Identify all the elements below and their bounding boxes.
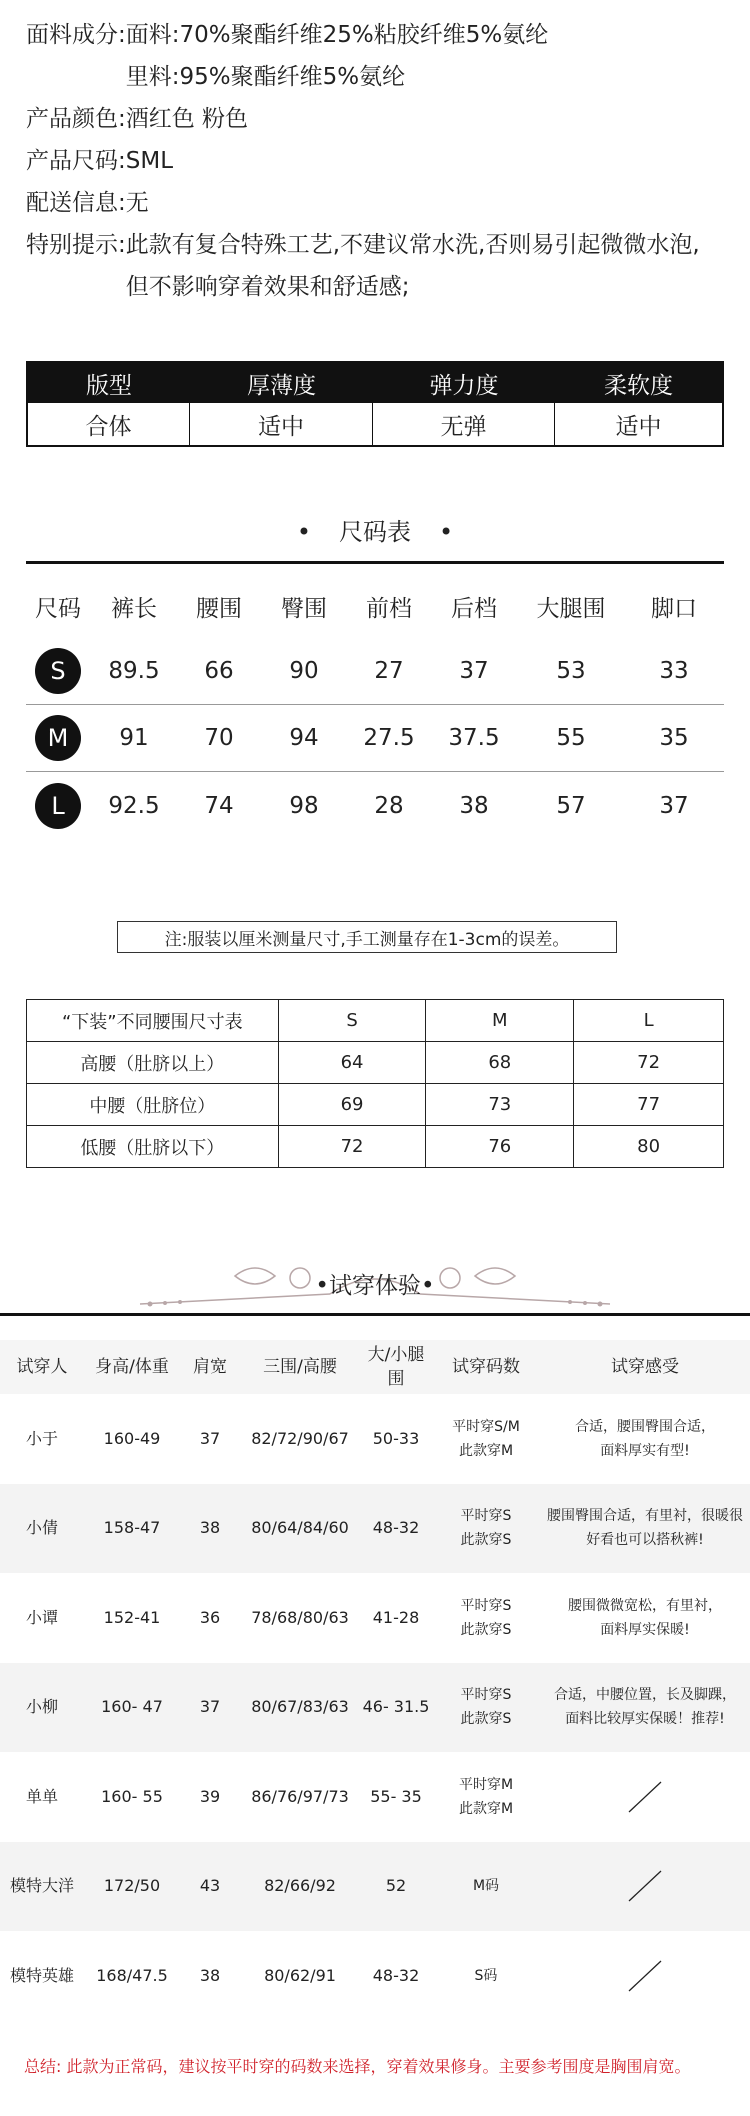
trial-leg: 48-32 [372,1965,420,1985]
tip-row-2 [26,266,736,308]
property-header: 柔软度 [604,372,673,399]
property-value-row [28,403,722,445]
trial-shoulder: 39 [199,1786,221,1806]
summary-text: 总结: 此款为正常码，建议按平时穿的码数来选择，穿着效果修身。主要参考围度是胸围肩宽。 [24,2057,691,2076]
property-header: 版型 [86,372,132,399]
size-chart-value: 53 [556,658,586,684]
trial-size-this: 此款穿M [458,1442,514,1459]
color-label: 产品颜色: [26,106,126,132]
waist-cell: 64 [278,1042,426,1084]
trial-table [0,1340,750,2021]
trial-feel-line: 合适，腰围臀围合适， [575,1418,715,1435]
size-chart-title-text: 尺码表 [339,518,411,546]
trial-feel-line: 腰围微微宽松，有里衬， [568,1597,722,1614]
trial-height-weight: 160-49 [103,1428,161,1448]
size-chart-header: 后档 [451,595,497,622]
size-chart-value: 94 [289,725,319,751]
fabric-outer: 面料:70%聚酯纤维25%粘胶纤维5%氨纶 [125,22,549,48]
trial-height-weight: 172/50 [103,1876,161,1896]
property-value: 无弹 [373,403,555,445]
trial-name: 小谭 [25,1607,58,1627]
trial-size-usual: 平时穿S [460,1597,512,1614]
trial-leg: 52 [385,1876,407,1896]
tip-line1: 此款有复合特殊工艺,不建议常水洗,否则易引起微微水泡, [125,232,700,258]
waist-cell: 中腰（肚脐位） [27,1084,279,1126]
trial-size-this: 此款穿S [460,1711,512,1728]
trial-size-usual: 平时穿S/M [452,1418,520,1435]
trial-shoulder: 37 [199,1428,221,1448]
trial-row [0,1484,750,1574]
trial-name: 小倩 [25,1518,58,1538]
trial-shoulder: 43 [199,1876,221,1896]
trial-height-weight: 160- 55 [101,1786,163,1806]
size-badge: L [35,783,81,829]
property-header: 弹力度 [429,372,499,399]
size-row [26,140,736,182]
trial-leg: 55- 35 [370,1786,422,1806]
trial-feel [540,1594,750,1642]
trial-header: 大/小腿围 [367,1345,425,1389]
trial-header-row [0,1340,750,1394]
trial-size [432,1773,540,1821]
waist-cell: 68 [426,1042,574,1084]
size-chart-value: 90 [289,658,319,684]
trial-header: 试穿人 [16,1357,68,1377]
trial-leg: 46- 31.5 [362,1697,430,1717]
trial-header: 试穿码数 [452,1357,520,1377]
divider [0,1313,750,1316]
property-header: 厚薄度 [247,372,316,399]
size-chart-value: 92.5 [108,792,160,819]
waist-cell: 80 [574,1126,724,1168]
size-chart-header: 臀围 [281,595,327,622]
empty-slash-icon [625,1779,665,1815]
empty-slash-icon [625,1868,665,1904]
trial-height-weight: 158-47 [103,1518,161,1538]
trial-measurements: 78/68/80/63 [251,1607,349,1627]
size-chart-title [0,512,750,547]
trial-feel [540,1958,750,1994]
trial-size [432,1683,540,1731]
trial-size [432,1874,540,1898]
size-chart-value: 35 [659,725,689,751]
waist-cell: 72 [278,1126,426,1168]
product-info [26,14,736,308]
trial-measurements: 86/76/97/73 [251,1786,349,1806]
waist-row [27,1126,724,1168]
trial-header: 三围/高腰 [263,1357,337,1377]
size-chart-row [26,772,724,839]
size-chart-table [26,574,724,839]
trial-size-usual: 平时穿S [460,1687,512,1704]
waist-header-cell: L [574,1000,724,1042]
size-chart-header: 大腿围 [536,595,606,622]
trial-feel [540,1504,750,1552]
trial-feel [540,1683,750,1731]
waist-header-cell: S [278,1000,426,1042]
waist-cell: 73 [426,1084,574,1126]
size-chart-header: 尺码 [35,595,81,622]
tip-line2: 但不影响穿着效果和舒适感; [125,274,410,300]
trial-header: 试穿感受 [611,1357,679,1377]
size-chart-value: 37.5 [448,725,500,751]
trial-measurements: 80/67/83/63 [251,1697,349,1717]
trial-leg: 48-32 [372,1518,420,1538]
size-chart-value: 89.5 [108,658,160,684]
trial-measurements: 80/62/91 [264,1965,336,1985]
trial-size-usual: M码 [472,1878,500,1895]
trial-feel-line: 好看也可以搭秋裤! [586,1532,704,1549]
size-chart-value: 28 [374,792,404,819]
fabric-label: 面料成分: [26,22,126,48]
trial-name: 小于 [25,1428,58,1448]
title-bullet: • [439,518,454,546]
trial-size-usual: 平时穿S [460,1508,512,1525]
trial-leg: 50-33 [372,1428,420,1448]
trial-feel-line: 面料厚实有型! [600,1442,690,1459]
size-chart-value: 70 [204,725,234,751]
trial-shoulder: 38 [199,1965,221,1985]
waist-cell: 77 [574,1084,724,1126]
delivery-label: 配送信息: [26,190,126,216]
trial-row [0,1842,750,1932]
property-value: 合体 [28,403,190,445]
trial-feel-line: 面料厚实保暖! [600,1621,690,1638]
property-header-row [28,363,722,403]
fabric-lining: 里料:95%聚酯纤维5%氨纶 [125,64,406,90]
trial-leg: 41-28 [372,1607,420,1627]
size-chart-value: 37 [659,792,689,819]
color-value: 酒红色 粉色 [125,106,249,132]
size-badge: M [35,715,81,761]
trial-feel-line: 面料比较厚实保暖！推荐! [565,1711,725,1728]
trial-row [0,1752,750,1842]
trial-row [0,1573,750,1663]
measurement-note: 注:服装以厘米测量尺寸,手工测量存在1-3cm的误差。 [117,921,617,953]
size-chart-value: 98 [289,792,319,819]
trial-name: 小柳 [25,1697,58,1717]
trial-name: 单单 [25,1786,58,1806]
waist-size-table [26,999,724,1168]
property-value: 适中 [190,403,373,445]
trial-body [0,1394,750,2021]
trial-measurements: 80/64/84/60 [251,1518,349,1538]
empty-slash-icon [625,1958,665,1994]
size-chart-value: 57 [556,792,586,819]
size-chart-value: 55 [556,725,586,751]
trial-measurements: 82/66/92 [264,1876,336,1896]
trial-feel [540,1779,750,1815]
trial-row [0,1394,750,1484]
trial-row [0,1931,750,2021]
waist-cell: 72 [574,1042,724,1084]
size-chart-row [26,638,724,705]
waist-cell: 低腰（肚脐以下） [27,1126,279,1168]
waist-header-cell: “下装”不同腰围尺寸表 [27,1000,279,1042]
size-chart-value: 38 [459,792,489,819]
color-row [26,98,736,140]
trial-size [432,1415,540,1463]
trial-size-usual: 平时穿M [458,1776,514,1793]
fabric-row [26,14,736,56]
trial-size [432,1594,540,1642]
size-chart-row [26,705,724,772]
trial-feel [540,1415,750,1463]
waist-cell: 高腰（肚脐以上） [27,1042,279,1084]
size-cell [26,648,90,694]
size-label: 产品尺码: [26,148,126,174]
trial-height-weight: 160- 47 [101,1697,163,1717]
size-cell [26,783,90,829]
size-value: SML [125,148,174,174]
trial-feel [540,1868,750,1904]
size-chart-value: 66 [204,658,234,684]
size-chart-value: 27.5 [363,725,415,751]
property-value: 适中 [615,413,662,440]
waist-header-cell: M [426,1000,574,1042]
size-chart-value: 33 [659,658,689,684]
fabric-lining-row [26,56,736,98]
trial-size-usual: S码 [474,1967,498,1984]
delivery-value: 无 [125,190,149,216]
tip-label: 特别提示: [26,232,126,258]
trial-header: 身高/体重 [95,1357,169,1377]
delivery-row [26,182,736,224]
size-chart-value: 91 [119,725,149,751]
title-bullet: • [296,518,311,546]
trial-size-this: 此款穿S [460,1532,512,1549]
trial-header: 肩宽 [193,1357,227,1377]
size-chart-header: 前档 [366,595,412,622]
waist-cell: 76 [426,1126,574,1168]
waist-row [27,1042,724,1084]
trial-measurements: 82/72/90/67 [251,1428,349,1448]
size-chart-header: 腰围 [196,595,242,622]
trial-feel-line: 腰围臀围合适，有里衬，很暖很 [547,1508,743,1525]
trial-size [432,1964,540,1988]
size-chart-body [26,638,724,839]
trial-height-weight: 168/47.5 [96,1965,168,1985]
size-chart-header-row [26,574,724,638]
trial-title: •试穿体验• [315,1273,435,1299]
waist-header-row [27,1000,724,1042]
waist-row [27,1084,724,1126]
size-chart-header: 脚口 [651,595,697,622]
trial-size [432,1504,540,1552]
size-chart-header: 裤长 [111,595,157,622]
trial-feel-line: 合适，中腰位置，长及脚踝， [554,1687,736,1704]
trial-row [0,1663,750,1753]
tip-row [26,224,736,266]
waist-cell: 69 [278,1084,426,1126]
trial-shoulder: 36 [199,1607,221,1627]
size-cell [26,715,90,761]
trial-name: 模特大洋 [9,1876,74,1896]
trial-height-weight: 152-41 [103,1607,161,1627]
trial-size-this: 此款穿S [460,1621,512,1638]
trial-shoulder: 37 [199,1697,221,1717]
divider [26,561,724,564]
size-chart-value: 37 [459,658,489,684]
trial-shoulder: 38 [199,1518,221,1538]
trial-size-this: 此款穿M [458,1800,514,1817]
trial-name: 模特英雄 [9,1965,74,1985]
property-table [26,361,724,447]
size-chart-value: 27 [374,658,404,684]
size-badge: S [35,648,81,694]
size-chart-value: 74 [204,792,234,819]
